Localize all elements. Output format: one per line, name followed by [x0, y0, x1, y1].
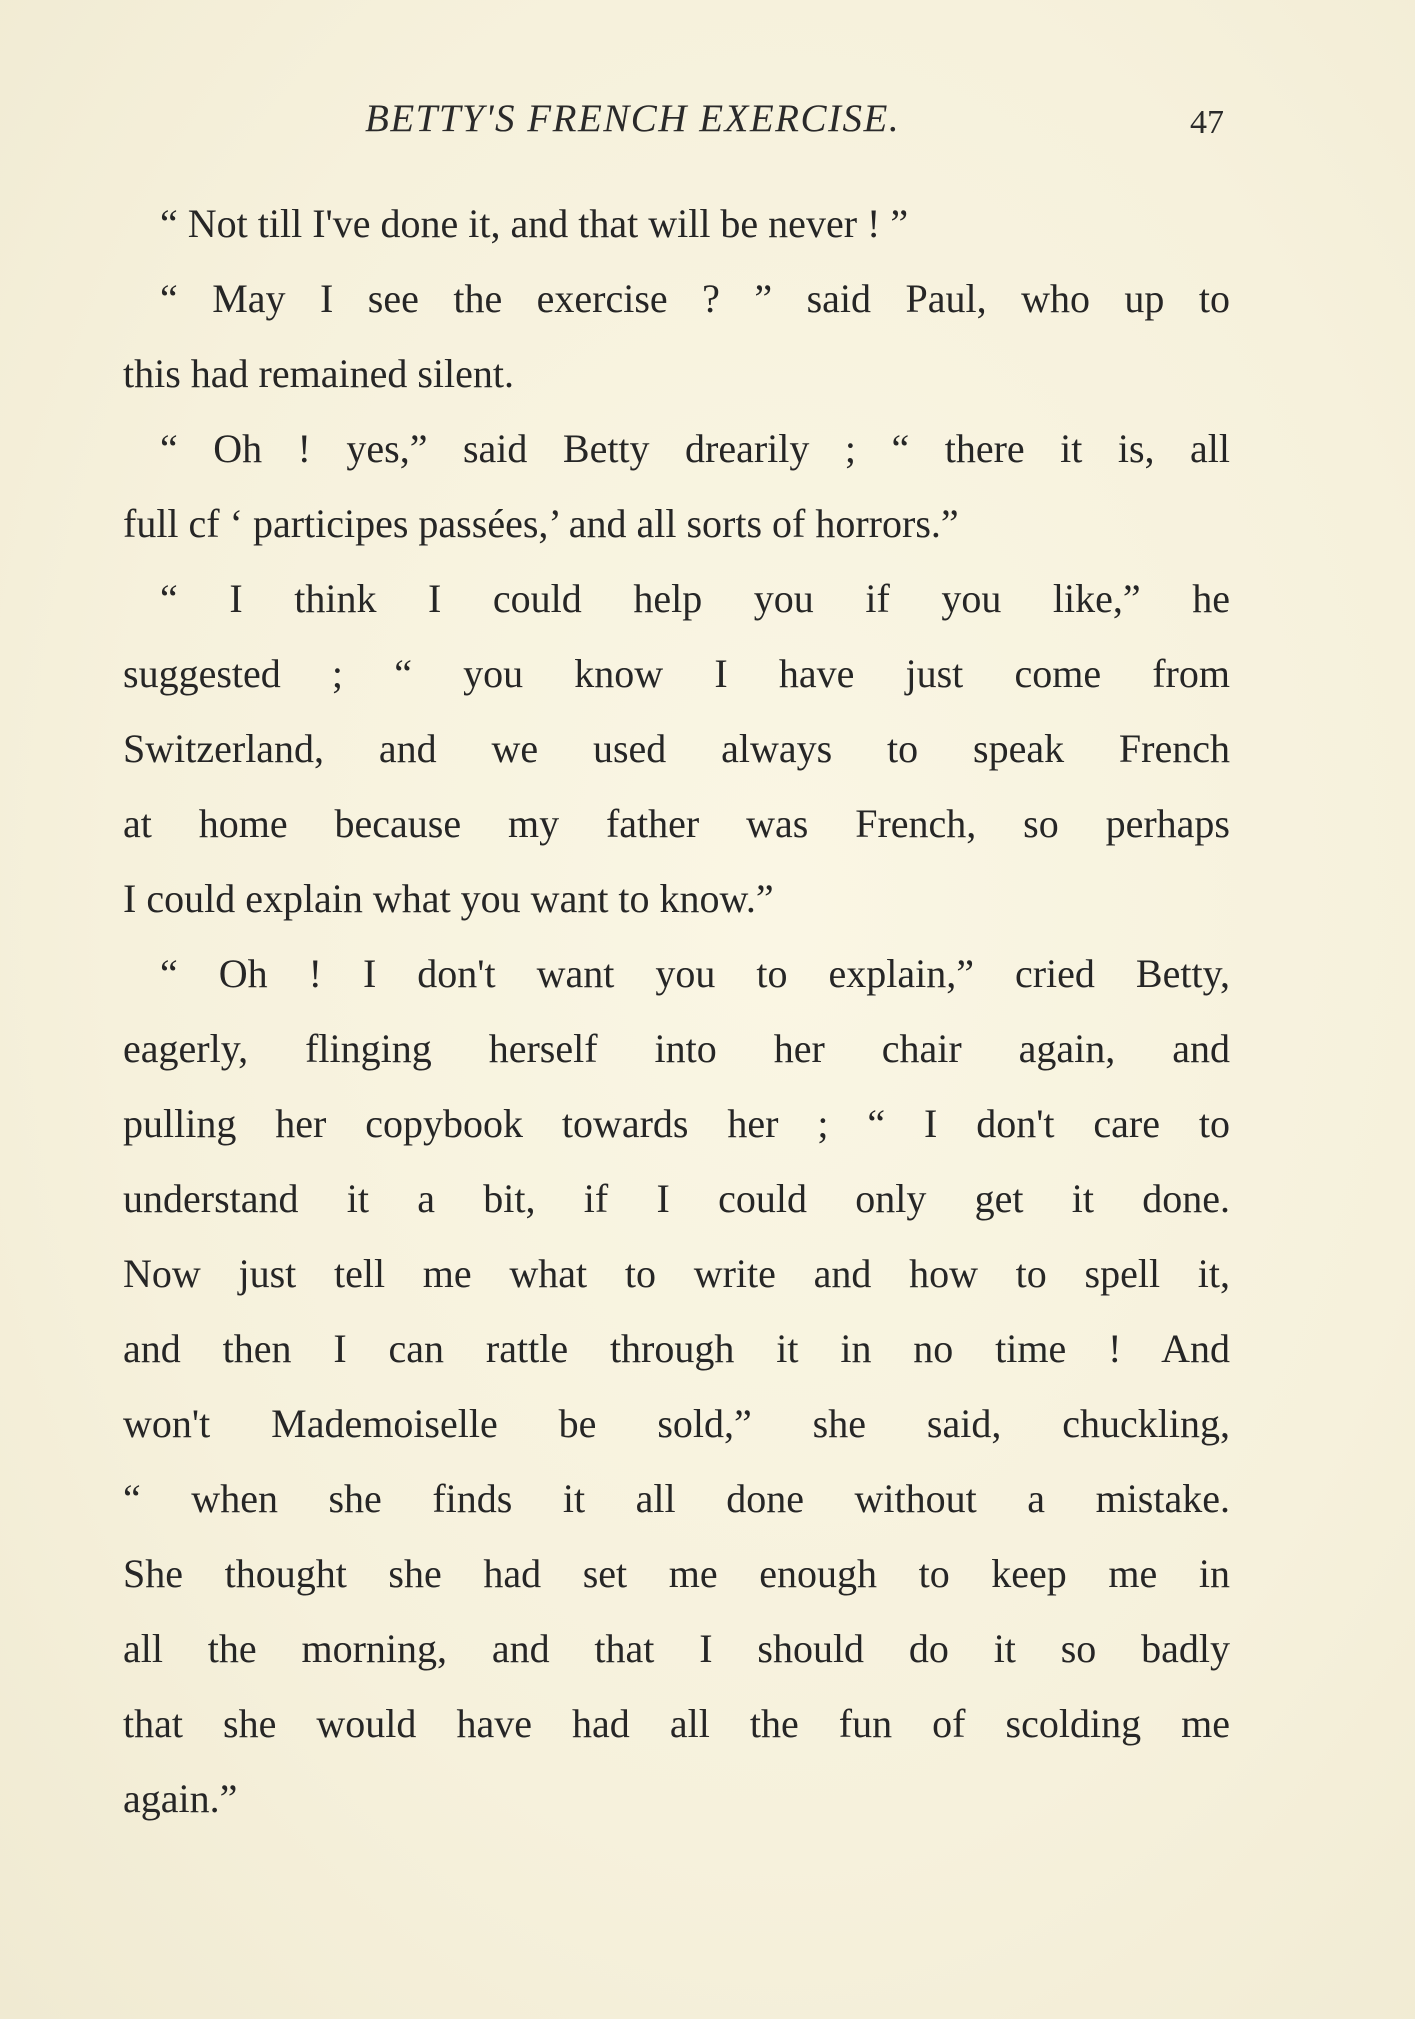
page-number: 47: [1190, 104, 1224, 141]
text-line: won't Mademoiselle be sold,” she said, chuckling,: [123, 1401, 1230, 1446]
text-line: “ I think I could help you if you like,” he: [160, 576, 1230, 621]
text-line: understand it a bit, if I could only get it done.: [123, 1176, 1230, 1221]
text-line: suggested ; “ you know I have just come from: [123, 651, 1230, 696]
text-line: Now just tell me what to write and how to spell it,: [123, 1251, 1230, 1296]
text-line: and then I can rattle through it in no time ! And: [123, 1326, 1230, 1371]
text-line: She thought she had set me enough to keep me in: [123, 1551, 1230, 1596]
text-line: pulling her copybook towards her ; “ I don't care to: [123, 1101, 1230, 1146]
text-line: that she would have had all the fun of scolding me: [123, 1701, 1230, 1746]
text-line: again.”: [123, 1776, 238, 1821]
text-line: at home because my father was French, so perhaps: [123, 801, 1230, 846]
running-head: [0, 96, 1415, 146]
running-title: BETTY'S FRENCH EXERCISE.: [365, 97, 901, 140]
text-line: this had remained silent.: [123, 351, 515, 396]
text-line: “ when she finds it all done without a mistake.: [123, 1476, 1230, 1521]
text-line: “ Oh ! I don't want you to explain,” cried Betty,: [160, 951, 1230, 996]
text-line: eagerly, flinging herself into her chair again, and: [123, 1026, 1230, 1071]
text-line: “ May I see the exercise ? ” said Paul, who up to: [160, 276, 1230, 321]
text-line: “ Oh ! yes,” said Betty drearily ; “ there it is, all: [160, 426, 1230, 471]
text-line: all the morning, and that I should do it so badly: [123, 1626, 1230, 1671]
text-line: full cf ‘ participes passées,’ and all sorts of horrors.”: [123, 501, 959, 546]
text-line: I could explain what you want to know.”: [123, 876, 774, 921]
text-line: “ Not till I've done it, and that will be never ! ”: [160, 201, 909, 246]
text-line: Switzerland, and we used always to speak French: [123, 726, 1230, 771]
